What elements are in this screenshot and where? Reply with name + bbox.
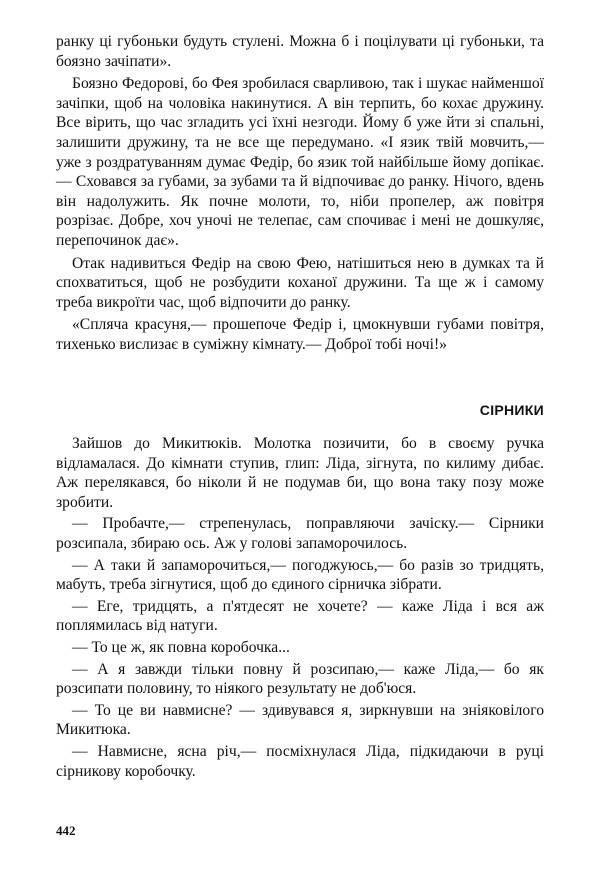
dialogue-line: — Еге, тридцять, а п'ятдесят не хочете? — каже Ліда і вся аж поплямилась від натуги. <box>56 597 544 635</box>
dialogue-line: — То це ж, як повна коробочка... <box>72 639 290 657</box>
book-page <box>56 32 544 781</box>
dialogue-line: — Навмисне, ясна річ,— посміхнулася Ліда, підкидаючи в руці сірникову коробочку. <box>56 743 544 780</box>
continued-text: ранку ці губоньки будуть стулені. Можна б і поцілувати ці губоньки, та боязно зачіпати». <box>56 33 544 70</box>
dialogue-line: — А я завжди тільки повну й розсипаю,— каже Ліда,— бо як розсипати половину, то ніякого результату не доб'юся. <box>56 660 544 698</box>
paragraph: Отак надивиться Федір на свою Фею, натішиться нею в думках та й спохватиться, щоб не розбудити коханої дружини. Та ще ж і самому треба викроїти час, щоб відпочити до ранку. <box>56 254 544 311</box>
paragraph: «Спляча красуня,— прошепоче Федір і, цмокнувши губами повітря, тихенько вислизає в суміжну кімнату.— Доброї тобі ночі!» <box>56 316 544 353</box>
dialogue-line: — Пробачте,— стрепенулась, поправляючи зачіску.— Сірники розсипала, збираю ось. Аж у голові запаморочилось. <box>56 515 544 553</box>
section-body <box>56 434 544 781</box>
page-number: 442 <box>56 823 76 838</box>
paragraph: Боязно Федорові, бо Фея зробилася сварливою, так і шукає найменшої зачіпки, щоб на чоловіка накинутися. А він терпить, бо кохає дружину. Все вірить, що час згладить усі їхні незгоди. Йому б уже йти зі спальні, залишити дружину, та не все ще передумано. «І язик твій мовчить,— уже з роздратуванням думає Федір, бо язик той найбільше йому допікає.— Сховався за губами, за зубами та й відпочиває до ранку. Нічого, вдень він надолужить. Як почне молоти, то, ніби пропелер, аж повітря розрізає. Добре, хоч уночі не телепає, сам спочиває і мені не дошкуляє, перепочинок дає». <box>56 75 544 249</box>
paragraph: Зайшов до Микитюків. Молотка позичити, бо в своєму ручка відламалася. До кімнати ступив, глип: Ліда, зігнута, по килиму дибає. Аж перелякався, бо ніколи й не подумав би, що вона таку позу може зробити. <box>56 435 544 511</box>
dialogue-line: — То це ви навмисне? — здивувався я, зиркнувши на зніяковілого Микитюка. <box>56 701 544 739</box>
section-title: СІРНИКИ <box>479 401 544 418</box>
dialogue-line: — А таки й запаморочиться,— погоджуюсь,— бо разів зо тридцять, мабуть, треба зігнутися, щоб до єдиного сірничка зібрати. <box>56 556 544 594</box>
